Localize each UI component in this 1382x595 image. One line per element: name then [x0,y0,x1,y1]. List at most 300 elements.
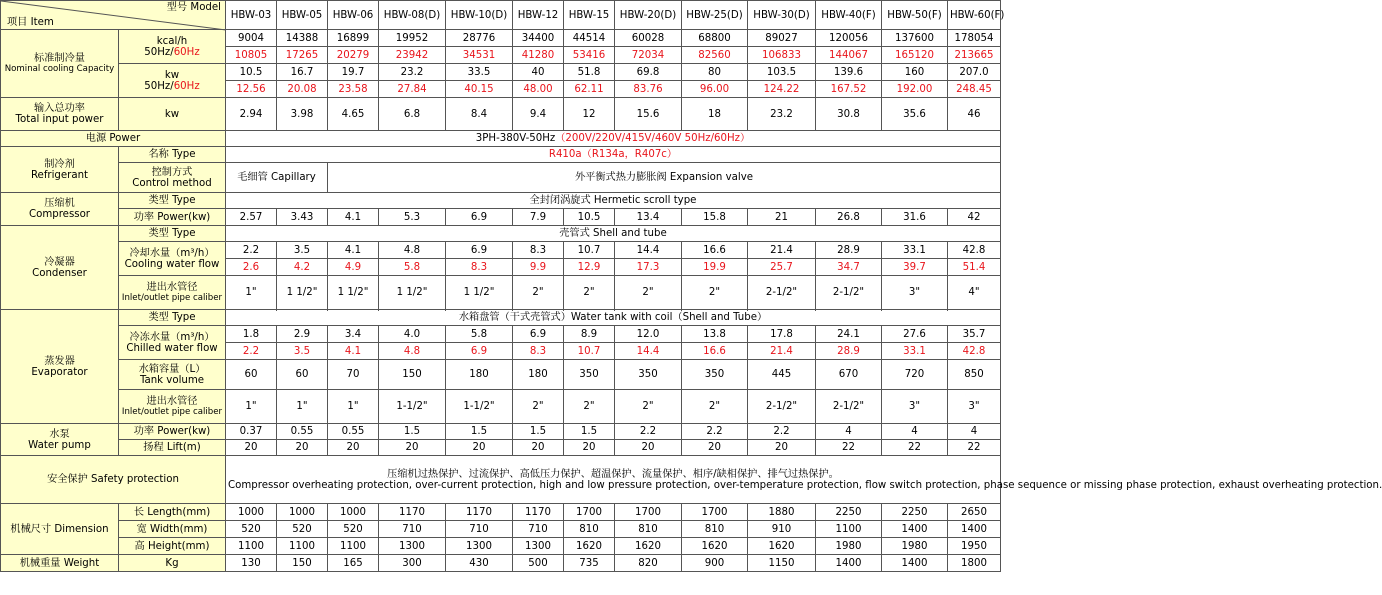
tank-volume-value: 60 [277,360,328,390]
kw-50-value: 19.7 [328,64,379,81]
kw-60-value: 12.56 [226,81,277,98]
pump-power-value: 1.5 [513,424,564,440]
table-row [1,98,1001,131]
cooling-flow-50-value: 4.1 [328,242,379,259]
weight-value: 300 [379,555,446,572]
condenser-pipe-value: 2" [513,276,564,310]
chilled-flow-60-value: 6.9 [446,343,513,360]
evaporator-pipe-value: 2-1/2" [816,390,882,424]
refrigerant-type-value: R410a（R134a，R407c） [226,147,1001,163]
compressor-power-value: 5.3 [379,209,446,226]
tank-volume-value: 350 [615,360,682,390]
model-name: HBW-08(D) [379,1,446,30]
control-expansion-value: 外平衡式热力膨胀阀 Expansion valve [328,163,1001,193]
weight-label: 机械重量 Weight [1,555,119,572]
condenser-type-label: 类型 Type [119,226,226,242]
label-line-cn: 冷冻水量（m³/h） [129,331,215,343]
condenser-pipe-value: 1 1/2" [446,276,513,310]
kcal-60-value: 53416 [564,47,615,64]
height-value: 1100 [277,538,328,555]
height-label: 高 Height(mm) [119,538,226,555]
pump-power-value: 0.55 [277,424,328,440]
kw-50-value: 160 [882,64,948,81]
cooling-flow-50-value: 3.5 [277,242,328,259]
kw-50-value: 33.5 [446,64,513,81]
kw-60-value: 96.00 [682,81,748,98]
tank-volume-value: 180 [446,360,513,390]
kw-60-value: 83.76 [615,81,682,98]
length-value: 1880 [748,504,816,521]
kcal-60-value: 213665 [948,47,1001,64]
kw-50-value: 207.0 [948,64,1001,81]
cooling-flow-60-value: 4.9 [328,259,379,276]
spec-table-body [1,1,1382,572]
evaporator-pipe-value: 1-1/2" [446,390,513,424]
pump-power-value: 1.5 [379,424,446,440]
water-pump-label [1,424,119,456]
pump-lift-value: 20 [615,440,682,456]
width-label: 宽 Width(mm) [119,521,226,538]
input-power-value: 3.98 [277,98,328,131]
kw-50-value: 40 [513,64,564,81]
kcal-50-value: 14388 [277,30,328,47]
label-line-en: Chilled water flow [126,342,218,354]
condenser-label [1,226,119,310]
width-value: 810 [615,521,682,538]
cooling-flow-50-value: 2.2 [226,242,277,259]
compressor-power-value: 15.8 [682,209,748,226]
chilled-flow-60-value: 2.2 [226,343,277,360]
kcal-60-value: 41280 [513,47,564,64]
label-line-cn: 进出水管径 [146,281,198,293]
weight-value: 900 [682,555,748,572]
model-name: HBW-20(D) [615,1,682,30]
width-value: 810 [564,521,615,538]
tank-volume-value: 150 [379,360,446,390]
width-value: 1400 [882,521,948,538]
evaporator-pipe-value: 3" [882,390,948,424]
evaporator-pipe-value: 1-1/2" [379,390,446,424]
chilled-flow-50-value: 17.8 [748,326,816,343]
chilled-flow-50-value: 5.8 [446,326,513,343]
chilled-flow-60-value: 3.5 [277,343,328,360]
table-row [1,131,1001,147]
kcal-50-value: 44514 [564,30,615,47]
header-split-cell [1,1,226,30]
cooling-flow-50-value: 4.8 [379,242,446,259]
cooling-flow-60-value: 51.4 [948,259,1001,276]
evaporator-pipe-value: 1" [277,390,328,424]
condenser-pipe-value: 2" [682,276,748,310]
pump-lift-value: 20 [682,440,748,456]
chilled-flow-50-value: 13.8 [682,326,748,343]
label-line-en: Inlet/outlet pipe caliber [121,406,223,417]
cooling-flow-50-value: 14.4 [615,242,682,259]
condenser-pipe-label [119,276,226,310]
label-line-cn: 冷却水量（m³/h） [129,247,215,259]
chilled-flow-50-value: 35.7 [948,326,1001,343]
pump-power-value: 0.37 [226,424,277,440]
item-header-label: 项目 Item [7,17,54,28]
kw-unit: kw [164,69,180,81]
label-line-en: Tank volume [139,374,205,386]
chilled-flow-50-value: 6.9 [513,326,564,343]
cooling-flow-50-value: 8.3 [513,242,564,259]
cooling-flow-50-value: 10.7 [564,242,615,259]
weight-value: 150 [277,555,328,572]
tank-volume-value: 350 [564,360,615,390]
label-line-cn: 标准制冷量 [34,52,85,64]
weight-value: 735 [564,555,615,572]
label-line-en: Condenser [32,267,87,279]
label-line-cn: 水箱容量（L） [138,363,206,375]
kw-60-value: 27.84 [379,81,446,98]
condenser-pipe-value: 1 1/2" [277,276,328,310]
model-name: HBW-06 [328,1,379,30]
kw-50-value: 10.5 [226,64,277,81]
condenser-pipe-value: 2-1/2" [748,276,816,310]
cooling-flow-60-value: 25.7 [748,259,816,276]
pump-lift-value: 20 [328,440,379,456]
weight-value: 165 [328,555,379,572]
cooling-flow-60-value: 9.9 [513,259,564,276]
cooling-flow-60-value: 5.8 [379,259,446,276]
tank-volume-value: 70 [328,360,379,390]
input-power-label [1,98,119,131]
model-name: HBW-25(D) [682,1,748,30]
evaporator-pipe-value: 1" [328,390,379,424]
chilled-flow-60-value: 8.3 [513,343,564,360]
table-row [1,440,1001,456]
label-line-en: Cooling water flow [124,258,220,270]
chilled-flow-60-value: 4.1 [328,343,379,360]
hz-unit [121,47,223,58]
length-value: 1000 [277,504,328,521]
length-value: 1700 [564,504,615,521]
condenser-pipe-value: 2" [615,276,682,310]
weight-value: 430 [446,555,513,572]
width-value: 520 [328,521,379,538]
table-row [1,226,1001,242]
kw-60-value: 124.22 [748,81,816,98]
kcal-50-value: 9004 [226,30,277,47]
tank-volume-label [119,360,226,390]
evaporator-type-label: 类型 Type [119,310,226,326]
chilled-water-flow-label [119,326,226,360]
table-row [1,310,1001,326]
condenser-type-value: 壳管式 Shell and tube [226,226,1001,242]
input-power-value: 4.65 [328,98,379,131]
safety-text-en: Compressor overheating protection, over-current protection, high and low pressure protection, over-temperature protection, flow switch protection, phase sequence or missing phase protection, exhaust overheating protection. [228,479,1382,491]
table-row [1,521,1001,538]
kcal-50-value: 60028 [615,30,682,47]
tank-volume-value: 850 [948,360,1001,390]
pump-lift-value: 20 [748,440,816,456]
evaporator-label [1,310,119,424]
cooling-flow-60-value: 2.6 [226,259,277,276]
kcal-50-value: 68800 [682,30,748,47]
evaporator-pipe-value: 2" [513,390,564,424]
chilled-flow-60-value: 14.4 [615,343,682,360]
tank-volume-value: 445 [748,360,816,390]
kw-50-value: 23.2 [379,64,446,81]
table-row [1,390,1001,424]
chilled-flow-50-value: 3.4 [328,326,379,343]
pump-lift-value: 20 [277,440,328,456]
weight-value: 1400 [816,555,882,572]
kw-60-value: 48.00 [513,81,564,98]
kw-50-value: 51.8 [564,64,615,81]
input-power-value: 8.4 [446,98,513,131]
input-power-unit: kw [119,98,226,131]
input-power-value: 12 [564,98,615,131]
kcal-50-value: 137600 [882,30,948,47]
length-value: 1700 [682,504,748,521]
pump-power-value: 4 [948,424,1001,440]
evaporator-type-value: 水箱盘管（干式壳管式）Water tank with coil（Shell and Tube） [226,310,1001,326]
compressor-power-label: 功率 Power(kw) [119,209,226,226]
kcal-60-value: 20279 [328,47,379,64]
label-line-en: Nominal cooling Capacity [4,63,115,74]
hz-unit [121,81,223,92]
kcal-50-value: 19952 [379,30,446,47]
kcal-60-value: 10805 [226,47,277,64]
model-name: HBW-12 [513,1,564,30]
kcal-50-value: 28776 [446,30,513,47]
cooling-capacity-label [1,30,119,98]
label-line-cn: 输入总功率 [34,103,85,114]
compressor-power-value: 26.8 [816,209,882,226]
weight-value: 1400 [882,555,948,572]
length-value: 1170 [513,504,564,521]
kcal-60-value: 23942 [379,47,446,64]
width-value: 710 [379,521,446,538]
height-value: 1620 [615,538,682,555]
kw-60-value: 167.52 [816,81,882,98]
condenser-pipe-value: 1" [226,276,277,310]
power-supply-value [226,131,1001,147]
compressor-power-value: 21 [748,209,816,226]
pump-lift-value: 22 [948,440,1001,456]
table-row [1,147,1001,163]
tank-volume-value: 180 [513,360,564,390]
length-value: 1700 [615,504,682,521]
model-name: HBW-03 [226,1,277,30]
compressor-label [1,193,119,226]
chilled-flow-60-value: 28.9 [816,343,882,360]
label-line-cn: 进出水管径 [146,395,198,407]
width-value: 520 [277,521,328,538]
safety-text-cn: 压缩机过热保护、过流保护、高低压力保护、超温保护、流量保护、相序/缺相保护、排气过热保护。 [387,468,839,480]
chilled-flow-50-value: 12.0 [615,326,682,343]
chilled-flow-60-value: 42.8 [948,343,1001,360]
kcal-50-value: 120056 [816,30,882,47]
cooling-flow-50-value: 16.6 [682,242,748,259]
height-value: 1300 [446,538,513,555]
kw-60-value: 62.11 [564,81,615,98]
table-row [1,64,1001,81]
label-line-cn: 制冷剂 [44,158,75,170]
kw-50-value: 16.7 [277,64,328,81]
hz-50-label: 50Hz/ [144,46,174,58]
length-value: 2250 [882,504,948,521]
kcal-60-value: 34531 [446,47,513,64]
table-row [1,276,1001,310]
label-line-cn: 压缩机 [44,198,75,209]
height-value: 1300 [513,538,564,555]
hz-60-label: 60Hz [173,80,200,92]
pump-lift-value: 20 [564,440,615,456]
compressor-power-value: 13.4 [615,209,682,226]
evaporator-pipe-value: 2" [615,390,682,424]
kcal-60-value: 17265 [277,47,328,64]
kw-60-value: 248.45 [948,81,1001,98]
power-supply-main: 3PH-380V-50Hz [475,133,556,144]
chilled-flow-60-value: 10.7 [564,343,615,360]
height-value: 1620 [748,538,816,555]
length-value: 2250 [816,504,882,521]
pump-power-value: 1.5 [446,424,513,440]
control-method-label [119,163,226,193]
input-power-value: 23.2 [748,98,816,131]
power-supply-options: （200V/220V/415V/460V 50Hz/60Hz） [555,133,751,144]
kw-60-value: 40.15 [446,81,513,98]
model-header-label: 型号 Model [166,2,221,13]
cooling-flow-50-value: 6.9 [446,242,513,259]
input-power-value: 15.6 [615,98,682,131]
height-value: 1980 [816,538,882,555]
input-power-value: 35.6 [882,98,948,131]
table-row [1,360,1001,390]
label-line-en: Control method [132,177,212,189]
input-power-value: 6.8 [379,98,446,131]
kcal-60-value: 82560 [682,47,748,64]
kw-60-value: 23.58 [328,81,379,98]
label-line-en: Compressor [28,209,90,220]
input-power-value: 18 [682,98,748,131]
table-row [1,538,1001,555]
kcal-50-value: 16899 [328,30,379,47]
label-line-cn: 水泵 [49,428,70,440]
length-value: 1170 [446,504,513,521]
cooling-flow-50-value: 28.9 [816,242,882,259]
width-value: 1100 [816,521,882,538]
label-line-en: Total input power [15,114,104,125]
condenser-pipe-value: 2" [564,276,615,310]
kcal-60-value: 144067 [816,47,882,64]
kcal-unit: kcal/h [156,35,188,47]
length-label: 长 Length(mm) [119,504,226,521]
height-value: 1300 [379,538,446,555]
height-value: 1100 [226,538,277,555]
chilled-flow-50-value: 2.9 [277,326,328,343]
compressor-power-value: 7.9 [513,209,564,226]
input-power-value: 9.4 [513,98,564,131]
table-row [1,193,1001,209]
label-line-cn: 冷凝器 [44,256,75,268]
table-row [1,326,1001,343]
tank-volume-value: 670 [816,360,882,390]
compressor-power-value: 10.5 [564,209,615,226]
kw-50-value: 80 [682,64,748,81]
pump-power-value: 2.2 [682,424,748,440]
label-line-en: Inlet/outlet pipe caliber [121,292,223,303]
condenser-pipe-value: 4" [948,276,1001,310]
kcal-50-value: 178054 [948,30,1001,47]
cooling-flow-50-value: 42.8 [948,242,1001,259]
refrigerant-label [1,147,119,193]
width-value: 520 [226,521,277,538]
pump-lift-value: 20 [513,440,564,456]
weight-value: 500 [513,555,564,572]
table-row [1,30,1001,47]
height-value: 1620 [564,538,615,555]
chilled-flow-50-value: 4.0 [379,326,446,343]
cooling-flow-60-value: 19.9 [682,259,748,276]
pump-lift-label: 扬程 Lift(m) [119,440,226,456]
compressor-power-value: 2.57 [226,209,277,226]
label-line-en: Water pump [28,439,91,451]
safety-protection-label: 安全保护 Safety protection [1,456,226,504]
kw-unit-label [119,64,226,98]
table-row [1,163,1001,193]
pump-power-value: 0.55 [328,424,379,440]
pump-power-value: 2.2 [615,424,682,440]
compressor-power-value: 42 [948,209,1001,226]
chilled-flow-60-value: 33.1 [882,343,948,360]
input-power-value: 2.94 [226,98,277,131]
pump-lift-value: 20 [379,440,446,456]
pump-lift-value: 20 [446,440,513,456]
dimension-label: 机械尺寸 Dimension [1,504,119,555]
condenser-pipe-value: 1 1/2" [379,276,446,310]
evaporator-pipe-value: 1" [226,390,277,424]
model-name: HBW-60(F) [948,1,1001,30]
cooling-flow-50-value: 21.4 [748,242,816,259]
kcal-60-value: 165120 [882,47,948,64]
height-value: 1100 [328,538,379,555]
tank-volume-value: 720 [882,360,948,390]
kcal-50-value: 34400 [513,30,564,47]
kcal-50-value: 89027 [748,30,816,47]
compressor-power-value: 4.1 [328,209,379,226]
pump-power-value: 2.2 [748,424,816,440]
condenser-pipe-value: 3" [882,276,948,310]
width-value: 1400 [948,521,1001,538]
table-row [1,424,1001,440]
chilled-flow-60-value: 16.6 [682,343,748,360]
cooling-flow-60-value: 39.7 [882,259,948,276]
control-capillary-value: 毛细管 Capillary [226,163,328,193]
model-name: HBW-40(F) [816,1,882,30]
cooling-flow-50-value: 33.1 [882,242,948,259]
evaporator-pipe-value: 2-1/2" [748,390,816,424]
compressor-type-label: 类型 Type [119,193,226,209]
pump-power-label: 功率 Power(kw) [119,424,226,440]
table-row [1,456,1001,504]
pump-lift-value: 22 [816,440,882,456]
kw-50-value: 103.5 [748,64,816,81]
width-value: 910 [748,521,816,538]
cooling-flow-60-value: 34.7 [816,259,882,276]
evaporator-pipe-value: 2" [564,390,615,424]
kw-60-value: 192.00 [882,81,948,98]
cooling-flow-60-value: 4.2 [277,259,328,276]
height-value: 1950 [948,538,1001,555]
weight-unit: Kg [119,555,226,572]
compressor-power-value: 3.43 [277,209,328,226]
table-row [1,504,1001,521]
